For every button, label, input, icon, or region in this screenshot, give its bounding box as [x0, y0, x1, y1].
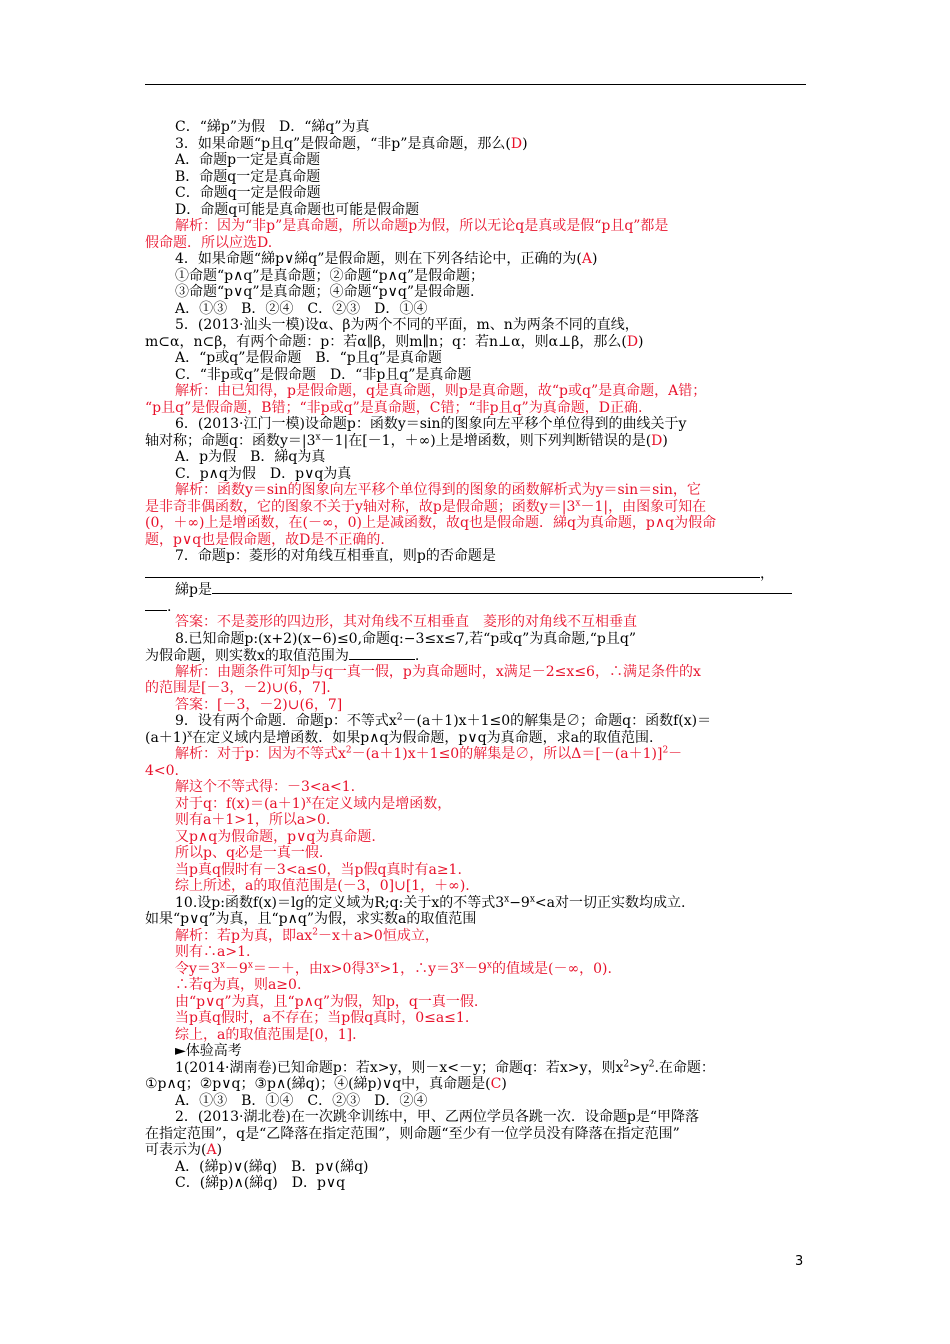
text-run: 在定义域内是增函数，: [311, 795, 452, 812]
text-line: [145, 1093, 810, 1110]
text-line: [145, 251, 810, 268]
text-line: [145, 1175, 810, 1192]
answer-letter: D: [510, 135, 523, 152]
text-run: －(a＋1)x＋1≤0的解集是∅；命题q：函数f(x)＝: [402, 713, 712, 729]
text-run: .: [414, 648, 420, 664]
text-line: [145, 1142, 810, 1159]
text-run: 的范围是[－3，－2)∪(6，7].: [145, 680, 331, 696]
text-line: [145, 977, 810, 994]
text-line: [145, 400, 810, 417]
text-run: (a＋1): [145, 729, 188, 746]
text-line: [145, 829, 810, 846]
text-run: 则有∴a>1.: [175, 944, 251, 960]
text-run: 题，p∨q也是假命题，故D是不正确的.: [145, 531, 385, 548]
text-line: [145, 218, 810, 235]
text-run: ①p∧q；②p∨q；③p∧(綈q)；④(綈p)∨q中，真命题是(: [145, 1076, 491, 1092]
text-run: 7．命题p：菱形的对角线互相垂直，则p的否命题是: [175, 548, 496, 564]
superscript: x: [374, 959, 380, 970]
superscript: x: [315, 431, 321, 442]
text-run: 为假命题，则实数x的取值范围为: [145, 648, 349, 664]
text-run: >1，∴y＝3: [379, 960, 459, 977]
text-run: ): [501, 1076, 507, 1092]
superscript: x: [219, 959, 225, 970]
text-line: [145, 664, 810, 681]
text-run: C．p∧q为假 D．p∨q为真: [175, 465, 352, 482]
text-run: A．“p或q”是假命题 B．“p且q”是真命题: [175, 350, 442, 366]
text-line: [145, 185, 810, 202]
text-run: 解析：若p为真，即ax: [175, 927, 313, 944]
text-line: [145, 119, 810, 136]
text-run: 綈p是: [175, 582, 212, 598]
text-line: [145, 350, 810, 367]
text-line: [145, 598, 810, 615]
text-run: 轴对称；命题q：函数y＝|3: [145, 432, 316, 449]
text-run: ①命题“p∧q”是真命题；②命题“p∧q”是假命题；: [175, 267, 484, 284]
text-line: [145, 944, 810, 961]
text-run: A．①③ B．①④ C．②③ D．②④: [175, 1092, 428, 1109]
text-run: －x＋a>0恒成立，: [317, 927, 439, 944]
text-line: [145, 565, 810, 582]
text-run: B．命题q一定是真命题: [175, 168, 321, 185]
text-run: 5．(2013·汕头一模)设α、β为两个不同的平面，m、n为两条不同的直线，: [175, 317, 639, 333]
text-run: 9．设有两个命题．命题p：不等式x: [175, 713, 397, 729]
text-line: [145, 466, 810, 483]
text-line: [145, 895, 810, 912]
answer-blank: [349, 647, 415, 660]
superscript: x: [247, 959, 253, 970]
text-line: [145, 152, 810, 169]
text-line: [145, 647, 810, 664]
text-run: 综上所述，a的取值范围是(－3，0]∪[1，＋∞).: [175, 878, 470, 894]
answer-letter: C: [490, 1076, 502, 1092]
text-run: －1|，由图象可知在: [580, 498, 707, 515]
answer-blank: [145, 598, 167, 611]
superscript: x: [529, 893, 535, 904]
page-number: 3: [795, 1254, 804, 1269]
text-line: [145, 845, 810, 862]
superscript: 2: [662, 745, 669, 756]
text-line: [145, 449, 810, 466]
text-line: [145, 515, 810, 532]
text-line: [145, 301, 810, 318]
text-line: [145, 334, 810, 351]
text-run: 当p真q假时，a不存在；当p假q真时，0≤a≤1.: [175, 1010, 470, 1026]
superscript: x: [458, 959, 464, 970]
text-line: [145, 268, 810, 285]
text-run: －(a＋1)x＋1≤0的解集是∅，所以Δ＝[－(a＋1)]: [351, 746, 663, 762]
text-line: [145, 680, 810, 697]
document-body: [145, 119, 810, 1192]
text-run: －: [668, 746, 683, 762]
text-run: ③命题“p∨q”是真命题；④命题“p∨q”是假命题.: [175, 284, 475, 300]
text-run: 则有a＋1>1，所以a>0.: [175, 812, 331, 828]
text-run: >y: [629, 1059, 649, 1076]
text-line: [145, 746, 810, 763]
text-run: 当p真q假时有－3<a≤0，当p假q真时有a≥1.: [175, 861, 462, 878]
text-line: [145, 499, 810, 516]
text-line: [145, 614, 810, 631]
text-line: [145, 581, 810, 598]
text-run: ): [591, 251, 598, 267]
superscript: x: [306, 794, 312, 805]
text-run: 解析：函数y＝sin的图象向左平移个单位得到的图象的函数解析式为y＝sin＝sin，它: [175, 482, 701, 498]
text-run: A．p为假 B．綈q为真: [175, 449, 326, 465]
text-line: [145, 532, 810, 549]
text-line: [145, 911, 810, 928]
text-run: “p且q”是假命题，B错；“非p或q”是真命题，C错；“非p且q”为真命题，D正确.: [145, 399, 643, 416]
text-run: ►体验高考: [175, 1043, 242, 1059]
text-run: C．“非p或q”是假命题 D．“非p且q”是真命题: [175, 366, 472, 383]
text-run: 又p∧q为假命题，p∨q为真命题.: [175, 828, 376, 845]
text-line: [145, 548, 810, 565]
text-run: ): [216, 1142, 223, 1158]
text-line: [145, 862, 810, 879]
answer-letter: A: [206, 1142, 217, 1158]
text-run: A．命题p一定是真命题: [175, 152, 321, 168]
text-line: [145, 878, 810, 895]
text-line: [145, 1109, 810, 1126]
text-line: [145, 416, 810, 433]
text-run: 在定义域内是增函数．如果p∧q为假命题，p∨q为真命题，求a的取值范围.: [192, 729, 654, 746]
text-run: 由“p∨q”为真，且“p∧q”为假，知p，q一真一假.: [175, 993, 479, 1010]
text-run: A．①③ B．②④ C．②③ D．①④: [175, 300, 428, 317]
text-line: [145, 383, 810, 400]
text-run: (0，＋∞)上是增函数，在(－∞，0)上是减函数，故q也是假命题．綈q为真命题，p∧q为假命: [145, 515, 717, 531]
text-run: ＝－＋，由x>0得3: [252, 960, 375, 977]
text-line: [145, 317, 810, 334]
text-run: 答案：[－3，－2)∪(6，7]: [175, 696, 343, 713]
text-line: [145, 779, 810, 796]
text-run: D．命题q可能是真命题也可能是假命题: [175, 201, 420, 218]
text-run: 在指定范围”，q是“乙降落在指定范围”，则命题“至少有一位学员没有降落在指定范围”: [145, 1125, 680, 1142]
superscript: 2: [396, 712, 403, 723]
text-run: −9: [509, 894, 530, 911]
text-line: [145, 284, 810, 301]
answer-letter: A: [581, 251, 592, 267]
text-line: [145, 202, 810, 219]
text-run: 如果“p∨q”为真，且“p∧q”为假，求实数a的取值范围: [145, 911, 477, 927]
superscript: x: [504, 893, 510, 904]
text-run: A．(綈p)∨(綈q) B．p∨(綈q): [175, 1158, 369, 1175]
superscript: x: [575, 497, 581, 508]
text-line: [145, 812, 810, 829]
text-run: .在命题：: [654, 1059, 715, 1076]
text-run: 的值域是(－∞，0).: [491, 960, 612, 977]
text-run: 令y＝3: [175, 960, 220, 977]
text-run: －9: [463, 960, 487, 977]
text-run: ): [662, 432, 668, 449]
text-line: [145, 1060, 810, 1077]
text-line: [145, 961, 810, 978]
text-line: [145, 928, 810, 945]
text-run: 所以p、q必是一真一假.: [175, 845, 324, 861]
text-run: 解析：由已知得，p是假命题，q是真命题，则p是真命题，故“p或q”是真命题，A错；: [175, 383, 707, 399]
text-line: [145, 1010, 810, 1027]
text-run: C．命题q一定是假命题: [175, 185, 321, 201]
text-run: 4<0.: [145, 762, 179, 779]
text-run: 综上，a的取值范围是[0，1].: [175, 1026, 357, 1043]
text-run: 10.设p:函数f(x)＝lg的定义域为R;q:关于x的不等式3: [175, 894, 505, 911]
text-run: 假命题．所以应选D.: [145, 234, 273, 251]
text-line: [145, 1043, 810, 1060]
text-line: [145, 697, 810, 714]
superscript: 2: [312, 926, 318, 937]
text-run: ): [522, 135, 528, 152]
text-line: [145, 713, 810, 730]
text-line: [145, 1076, 810, 1093]
text-line: [145, 1126, 810, 1143]
text-line: [145, 1159, 810, 1176]
text-run: 解析：由题条件可知p与q一真一假，p为真命题时，x满足－2≤x≤6，∴满足条件的x: [175, 663, 701, 680]
text-run: 对于q：f(x)＝(a＋1): [175, 795, 307, 812]
text-run: 答案：不是菱形的四边形，其对角线不互相垂直 菱形的对角线不互相垂直: [175, 614, 637, 630]
text-run: ，: [760, 565, 774, 582]
text-run: ): [638, 333, 644, 350]
text-run: 4．如果命题“綈p∨綈q”是假命题，则在下列各结论中，正确的为(: [175, 251, 582, 267]
text-line: [145, 136, 810, 153]
text-run: 解析：对于p：因为不等式x: [175, 746, 346, 762]
text-line: [145, 994, 810, 1011]
text-run: ∴若q为真，则a≥0.: [175, 977, 302, 993]
superscript: 2: [623, 1058, 630, 1069]
superscript: 2: [345, 745, 352, 756]
text-run: 可表示为(: [145, 1142, 207, 1158]
answer-letter: D: [626, 333, 639, 350]
text-line: [145, 730, 810, 747]
text-run: 解这个不等式得：－3<a<1.: [175, 779, 356, 795]
text-run: <a对一切正实数均成立.: [534, 894, 686, 911]
text-line: [145, 631, 810, 648]
superscript: x: [187, 728, 193, 739]
text-line: [145, 796, 810, 813]
text-run: m⊂α，n⊂β，有两个命题：p：若α∥β，则m∥n；q：若n⊥α，则α⊥β，那么(: [145, 333, 627, 350]
superscript: 2: [648, 1058, 655, 1069]
text-line: [145, 235, 810, 252]
text-run: 2．(2013·湖北卷)在一次跳伞训练中，甲、乙两位学员各跳一次．设命题p是“甲降落: [175, 1109, 700, 1125]
text-run: 8.已知命题p:(x+2)(x−6)≤0,命题q:−3≤x≤7,若“p或q”为真命题,“p且q”: [175, 630, 636, 647]
text-line: [145, 433, 810, 450]
text-run: C．(綈p)∧(綈q) D．p∨q: [175, 1175, 346, 1191]
text-line: [145, 169, 810, 186]
text-line: [145, 482, 810, 499]
text-run: 1(2014·湖南卷)已知命题p：若x>y，则－x<－y；命题q：若x>y，则x: [175, 1059, 624, 1076]
text-line: [145, 763, 810, 780]
text-run: C．“綈p”为假 D．“綈q”为真: [175, 119, 370, 135]
text-run: 是非奇非偶函数，它的图象不关于y轴对称，故p是假命题；函数y＝|3: [145, 498, 576, 515]
superscript: x: [486, 959, 492, 970]
answer-blank: [145, 565, 760, 578]
answer-blank: [212, 581, 792, 594]
text-line: [145, 1027, 810, 1044]
text-run: .: [167, 598, 172, 615]
text-run: 解析：因为“非p”是真命题，所以命题p为假，所以无论q是真或是假“p且q”都是: [175, 218, 669, 234]
text-run: －1|在[－1，＋∞)上是增函数，则下列判断错误的是(: [320, 432, 652, 449]
text-run: －9: [224, 960, 248, 977]
text-run: 6．(2013·江门一模)设命题p：函数y＝sin的图象向左平移个单位得到的曲线关于y: [175, 416, 687, 432]
text-line: [145, 367, 810, 384]
answer-letter: D: [651, 432, 663, 449]
header-rule: [145, 84, 806, 85]
text-run: 3．如果命题“p且q”是假命题，“非p”是真命题，那么(: [175, 135, 511, 152]
